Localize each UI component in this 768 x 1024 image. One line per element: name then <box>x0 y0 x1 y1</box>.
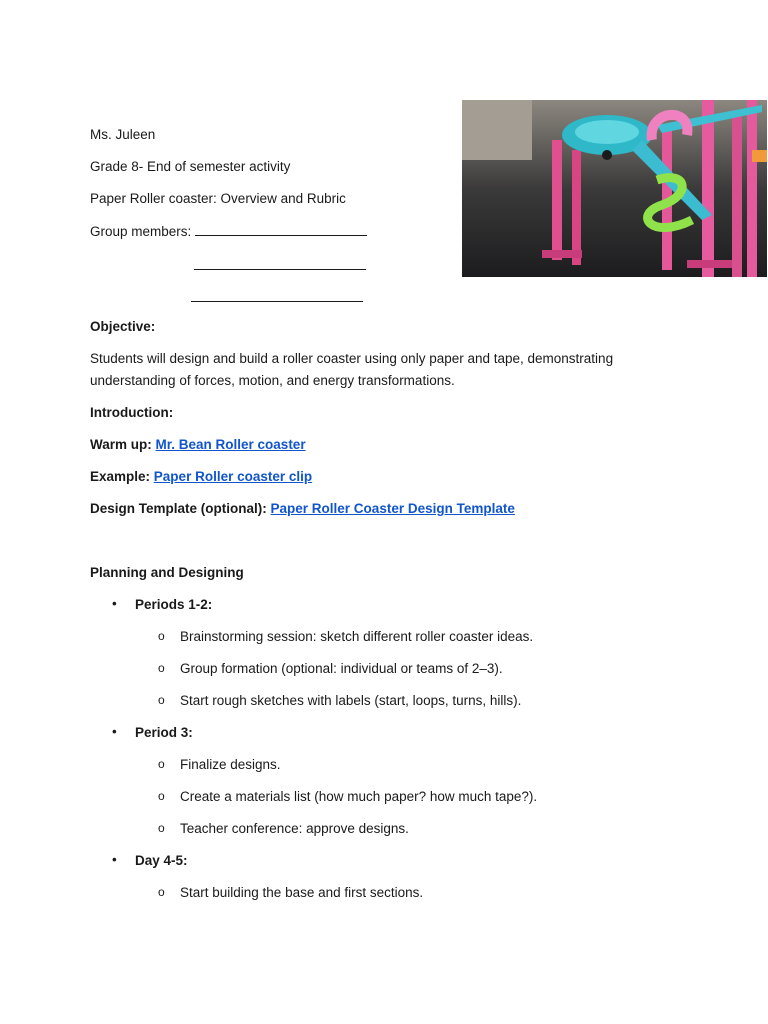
group-member-blank-1[interactable] <box>195 222 367 236</box>
list-item: Brainstorming session: sketch different roller coaster ideas. <box>180 629 534 644</box>
warmup-line <box>90 436 306 454</box>
bullet-marker: • <box>112 724 117 739</box>
period-label: Periods 1-2: <box>135 597 213 612</box>
example-link[interactable]: Paper Roller coaster clip <box>153 469 313 484</box>
grade-line: Grade 8- End of semester activity <box>90 159 291 174</box>
group-members-label: Group members: <box>90 224 192 239</box>
list-item: Finalize designs. <box>180 757 281 772</box>
example-label: Example: <box>90 469 151 484</box>
group-members-line <box>90 222 367 241</box>
sub-bullet-marker: o <box>158 629 165 643</box>
sub-bullet-marker: o <box>158 789 165 803</box>
sub-bullet-marker: o <box>158 757 165 771</box>
group-member-blank-3[interactable] <box>191 288 363 302</box>
list-item: Start rough sketches with labels (start, loops, turns, hills). <box>180 693 522 708</box>
bullet-marker: • <box>112 596 117 611</box>
template-label: Design Template (optional): <box>90 501 267 516</box>
warmup-link[interactable]: Mr. Bean Roller coaster <box>155 437 306 452</box>
template-link[interactable]: Paper Roller Coaster Design Template <box>270 501 515 516</box>
teacher-name: Ms. Juleen <box>90 127 156 142</box>
template-line <box>90 500 515 518</box>
list-item: Create a materials list (how much paper? how much tape?). <box>180 789 538 804</box>
roller-coaster-photo <box>462 100 767 277</box>
warmup-label: Warm up: <box>90 437 152 452</box>
objective-text: Students will design and build a roller coaster using only paper and tape, demonstrating understanding of forces, motion, and energy transformations. <box>90 351 614 388</box>
introduction-heading: Introduction: <box>90 405 174 420</box>
group-member-blank-row-3 <box>191 288 363 307</box>
group-member-blank-row-2 <box>194 256 366 275</box>
list-item: Start building the base and first sections. <box>180 885 424 900</box>
period-label: Day 4-5: <box>135 853 188 868</box>
sub-bullet-marker: o <box>158 693 165 707</box>
planning-heading: Planning and Designing <box>90 565 244 580</box>
period-label: Period 3: <box>135 725 193 740</box>
bullet-marker: • <box>112 852 117 867</box>
example-line <box>90 468 312 486</box>
objective-heading: Objective: <box>90 319 156 334</box>
sub-bullet-marker: o <box>158 821 165 835</box>
group-member-blank-2[interactable] <box>194 256 366 270</box>
list-item: Teacher conference: approve designs. <box>180 821 409 836</box>
sub-bullet-marker: o <box>158 885 165 899</box>
sub-bullet-marker: o <box>158 661 165 675</box>
roller-coaster-illustration <box>462 100 767 277</box>
document-title: Paper Roller coaster: Overview and Rubric <box>90 191 346 206</box>
list-item: Group formation (optional: individual or teams of 2–3). <box>180 661 503 676</box>
